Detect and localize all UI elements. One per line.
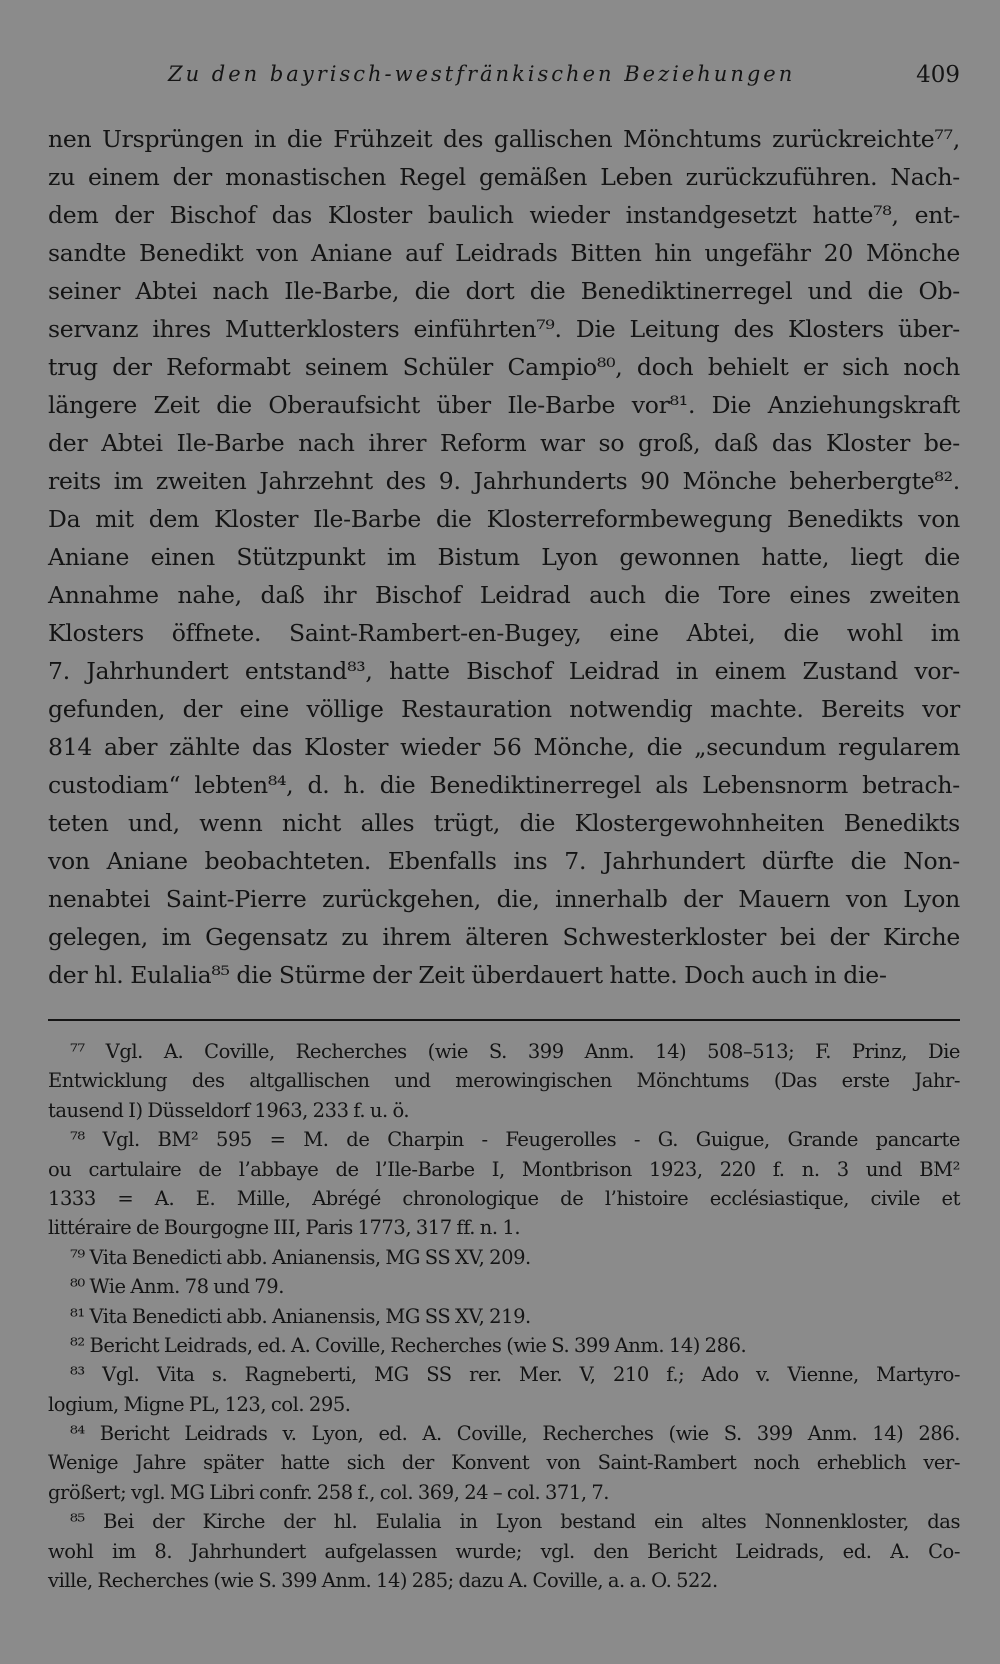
footnote-line: 1333 = A. E. Mille, Abrégé chronologique de l’histoire ecclésiastique, civile et xyxy=(48,1186,960,1210)
text-line: zu einem der monastischen Regel gemäßen Leben zurückzuführen. Nach- xyxy=(48,163,960,191)
text-line: dem der Bischof das Kloster baulich wieder instandgesetzt hatte⁷⁸, ent- xyxy=(48,201,960,229)
footnote-line: wohl im 8. Jahrhundert aufgelassen wurde; vgl. den Bericht Leidrads, ed. A. Co- xyxy=(48,1539,960,1563)
footnote-line: ⁷⁷ Vgl. A. Coville, Recherches (wie S. 399 Anm. 14) 508–513; F. Prinz, Die xyxy=(70,1040,960,1063)
text-line: trug der Reformabt seinem Schüler Campio⁸⁰, doch behielt er sich noch xyxy=(48,353,960,381)
footnote-line: ville, Recherches (wie S. 399 Anm. 14) 285; dazu A. Coville, a. a. O. 522. xyxy=(48,1569,718,1593)
text-line: der Abtei Ile-Barbe nach ihrer Reform war so groß, daß das Kloster be- xyxy=(48,429,960,457)
footnote-line: tausend I) Düsseldorf 1963, 233 f. u. ö. xyxy=(48,1098,410,1122)
text-line: Aniane einen Stützpunkt im Bistum Lyon gewonnen hatte, liegt die xyxy=(48,543,960,571)
footnote-line: ⁸⁴ Bericht Leidrads v. Lyon, ed. A. Coville, Recherches (wie S. 399 Anm. 14) 286. xyxy=(70,1422,960,1446)
text-line: Klosters öffnete. Saint-Rambert-en-Bugey, eine Abtei, die wohl im xyxy=(48,619,960,647)
text-line: der hl. Eulalia⁸⁵ die Stürme der Zeit überdauert hatte. Doch auch in die- xyxy=(48,961,887,989)
footnote-line: größert; vgl. MG Libri confr. 258 f., col. 369, 24 – col. 371, 7. xyxy=(48,1480,610,1504)
footnote-line: littéraire de Bourgogne III, Paris 1773, 317 ff. n. 1. xyxy=(48,1216,521,1240)
footnotes xyxy=(48,1037,960,1595)
text-line: längere Zeit die Oberaufsicht über Ile-Barbe vor⁸¹. Die Anziehungskraft xyxy=(48,391,960,419)
running-title: Zu den bayrisch-westfränkischen Beziehungen xyxy=(168,62,796,86)
text-line: custodiam“ lebten⁸⁴, d. h. die Benediktinerregel als Lebensnorm betrach- xyxy=(48,771,960,799)
text-line: seiner Abtei nach Ile-Barbe, die dort die Benediktinerregel und die Ob- xyxy=(48,277,960,305)
text-line: nen Ursprüngen in die Frühzeit des gallischen Mönchtums zurückreichte⁷⁷, xyxy=(48,125,960,153)
main-text xyxy=(48,120,960,994)
footnote-line: Entwicklung des altgallischen und merowingischen Mönchtums (Das erste Jahr- xyxy=(48,1069,960,1093)
text-line: nenabtei Saint-Pierre zurückgehen, die, innerhalb der Mauern von Lyon xyxy=(48,885,960,913)
text-line: Da mit dem Kloster Ile-Barbe die Klosterreformbewegung Benedikts von xyxy=(48,505,960,533)
footnote-line: ⁸⁰ Wie Anm. 78 und 79. xyxy=(70,1275,284,1299)
footnote-line: ou cartulaire de l’abbaye de l’Ile-Barbe I, Montbrison 1923, 220 f. n. 3 und BM² xyxy=(48,1157,960,1181)
footnote-line: ⁷⁸ Vgl. BM² 595 = M. de Charpin - Feugerolles - G. Guigue, Grande pancarte xyxy=(70,1128,960,1152)
text-line: Annahme nahe, daß ihr Bischof Leidrad auch die Tore eines zweiten xyxy=(48,581,960,609)
footnote-line: ⁸⁵ Bei der Kirche der hl. Eulalia in Lyon bestand ein altes Nonnenkloster, das xyxy=(70,1510,960,1534)
footnote-line: Wenige Jahre später hatte sich der Konvent von Saint-Rambert noch erheblich ver- xyxy=(48,1451,960,1475)
text-line: gelegen, im Gegensatz zu ihrem älteren Schwesterkloster bei der Kirche xyxy=(48,923,960,951)
footnote-separator xyxy=(48,1019,960,1021)
page-number: 409 xyxy=(916,62,960,88)
text-line: von Aniane beobachteten. Ebenfalls ins 7. Jahrhundert dürfte die Non- xyxy=(48,847,960,875)
text-line: 7. Jahrhundert entstand⁸³, hatte Bischof Leidrad in einem Zustand vor- xyxy=(48,657,960,685)
text-line: sandte Benedikt von Aniane auf Leidrads Bitten hin ungefähr 20 Mönche xyxy=(48,239,960,267)
text-line: teten und, wenn nicht alles trügt, die Klostergewohnheiten Benedikts xyxy=(48,809,960,837)
footnote-line: ⁸³ Vgl. Vita s. Ragneberti, MG SS rer. Mer. V, 210 f.; Ado v. Vienne, Martyro- xyxy=(70,1363,960,1387)
footnote-line: ⁸² Bericht Leidrads, ed. A. Coville, Recherches (wie S. 399 Anm. 14) 286. xyxy=(70,1333,747,1357)
text-line: gefunden, der eine völlige Restauration notwendig machte. Bereits vor xyxy=(48,695,960,723)
page-header xyxy=(48,62,960,98)
footnote-line: ⁸¹ Vita Benedicti abb. Anianensis, MG SS XV, 219. xyxy=(70,1304,531,1328)
footnote-line: ⁷⁹ Vita Benedicti abb. Anianensis, MG SS XV, 209. xyxy=(70,1245,531,1269)
text-line: servanz ihres Mutterklosters einführten⁷⁹. Die Leitung des Klosters über- xyxy=(48,315,960,343)
text-line: 814 aber zählte das Kloster wieder 56 Mönche, die „secundum regularem xyxy=(48,733,960,761)
footnote-line: logium, Migne PL, 123, col. 295. xyxy=(48,1392,351,1416)
text-line: reits im zweiten Jahrzehnt des 9. Jahrhunderts 90 Mönche beherbergte⁸². xyxy=(48,467,960,495)
